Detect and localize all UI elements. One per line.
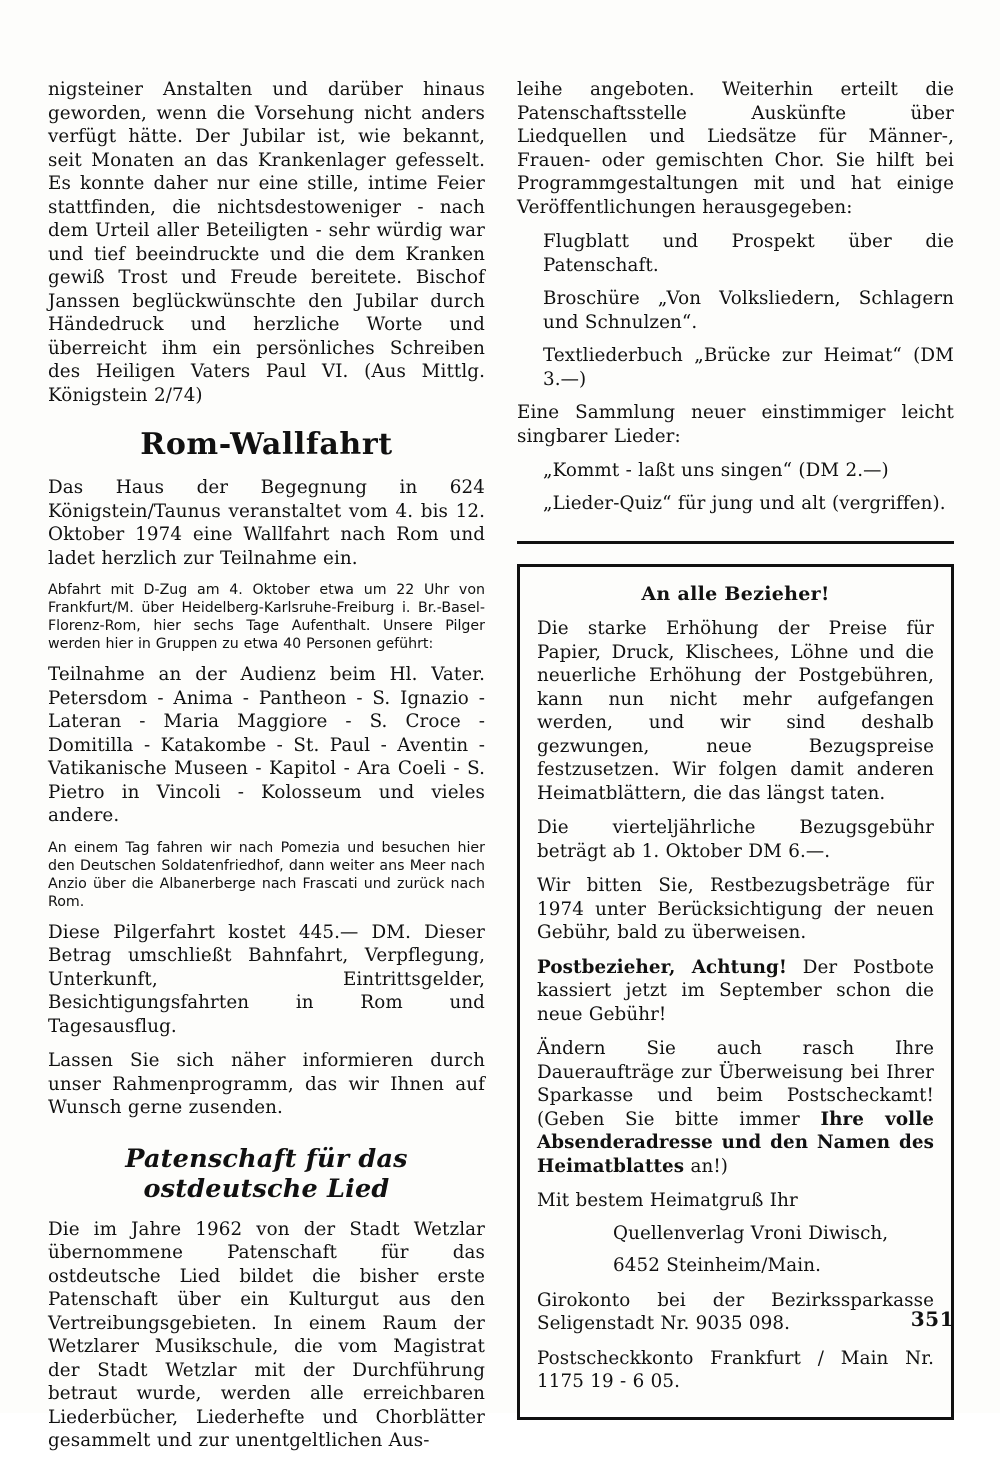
rom-wallfahrt-paragraph-1: Das Haus der Begegnung in 624 Königstein/Taunus veranstaltet vom 4. bis 12. Oktober 1974 eine Wallfahrt nach Rom und ladet herzlich zur Teilnahme ein. [48,477,485,569]
notice-dauerauftrag-text-a: Ändern Sie auch rasch Ihre Daueraufträge zur Überweisung bei Ihrer Sparkasse und beim Postscheckamt! (Geben Sie bitte immer [537,1038,934,1130]
notice-box-an-alle-bezieher [517,564,954,1420]
publication-item-lieder-quiz: „Lieder-Quiz“ für jung und alt (vergriffen). [543,492,946,514]
page-number: 351 [910,1307,954,1331]
notice-postscheckkonto: Postscheckkonto Frankfurt / Main Nr. 1175 19 - 6 05. [537,1347,934,1392]
notice-paragraph-2: Die vierteljährliche Bezugsgebühr beträgt ab 1. Oktober DM 6.—. [537,817,934,862]
patenschaft-paragraph-2: leihe angeboten. Weiterhin erteilt die Patenschaftsstelle Auskünfte über Liedquellen und Liedsätze für Männer-, Frauen- oder gemischten Chor. Sie hilft bei Programmgestaltungen mit und hat einige Veröffentlichungen herausgegeben: [517,79,954,218]
publication-item-broschuere: Broschüre „Von Volksliedern, Schlagern und Schnulzen“. [543,288,954,333]
article-heading-patenschaft: Patenschaft für das ostdeutsche Lied [125,1143,408,1204]
section-divider [517,541,954,544]
notice-paragraph-1: Die starke Erhöhung der Preise für Papier, Druck, Klischees, Löhne und die neuerliche Erhöhung der Postgebühren, kann nun nicht mehr aufgefangen werden, und wir sind deshalb gezwungen, neue Bezugspreise festzusetzen. Wir folgen damit anderen Heimatblättern, die das längst taten. [537,618,934,804]
publication-item-kommt-lasst-uns-singen: „Kommt - laßt uns singen“ (DM 2.—) [543,460,889,481]
paragraph-continuation: nigsteiner Anstalten und darüber hinaus geworden, wenn die Vorsehung nicht anders verfügt hätte. Der Jubilar ist, wie bekannt, seit Monaten an das Krankenlager gefesselt. Es konnte daher nur eine stille, intime Feier stattfinden, die nichtsdestoweniger - nach dem Urteil aller Beteiligten - sehr würdig war und tief beeindruckte und die dem Kranken gewiß Trost und Freude bereitete. Bischof Janssen beglückwünschte den Jubilar durch Händedruck und herzliche Worte und überreicht ihm ein persönliches Schreiben des Heiligen Vaters Paul VI. (Aus Mittlg. Königstein 2/74) [48,79,485,406]
right-column [517,78,954,1464]
notice-girokonto: Girokonto bei der Bezirkssparkasse Seligenstadt Nr. 9035 098. [537,1289,934,1334]
notice-absenderadresse-emphasis: Ihre volle Absenderadresse und den Namen des Heimatblattes [537,1108,934,1177]
two-column-layout [48,78,954,1464]
rom-wallfahrt-price: Diese Pilgerfahrt kostet 445.— DM. Dieser Betrag umschließt Bahnfahrt, Verpflegung, Unterkunft, Eintrittsgelder, Besichtigungsfahrten in Rom und Tagesausflug. [48,921,485,1037]
rom-wallfahrt-excursion-note: An einem Tag fahren wir nach Pomezia und besuchen hier den Deutschen Soldatenfriedhof, dann weiter ans Meer nach Anzio über die Albanerberge nach Frascati und zurück nach Rom. [48,839,485,910]
notice-dauerauftrag-text-b: an!) [684,1155,729,1177]
publication-item-textliederbuch: Textliederbuch „Brücke zur Heimat“ (DM 3.—) [543,345,954,390]
notice-signature-line-2: 6452 Steinheim/Main. [613,1255,822,1276]
notice-paragraph-5 [537,1037,934,1178]
notice-postbezieher-label: Postbezieher, Achtung! [537,956,787,978]
rom-wallfahrt-travel-details: Abfahrt mit D-Zug am 4. Oktober etwa um 22 Uhr von Frankfurt/M. über Heidelberg-Karlsruhe-Freiburg i. Br.-Basel-Florenz-Rom, hier sechs Tage Aufenthalt. Unsere Pilger werden hier in Gruppen zu etwa 40 Personen geführt: [48,582,485,653]
notice-greeting: Mit bestem Heimatgruß Ihr [537,1190,798,1211]
rom-wallfahrt-itinerary: Teilnahme an der Audienz beim Hl. Vater. Petersdom - Anima - Pantheon - S. Ignazio - Lateran - Maria Maggiore - S. Croce - Domitilla - Katakombe - St. Paul - Aventin - Vatikanische Museen - Kapitol - Ara Coeli - S. Pietro in Vincoli - Kolosseum und vieles andere. [48,664,485,827]
patenschaft-paragraph-1: Die im Jahre 1962 von der Stadt Wetzlar übernommene Patenschaft für das ostdeutsche Lied bildet die bisher erste Patenschaft über ein Kulturgut aus den Vertreibungsgebieten. In einem Raum der Wetzlarer Musikschule, die vom Magistrat der Stadt Wetzlar mit der Durchführung betraut wurde, werden alle erreichbaren Liederbücher, Liederhefte und Chorblätter gesammelt und zur unentgeltlichen Aus- [48,1218,485,1452]
publication-collection-intro: Eine Sammlung neuer einstimmiger leicht singbarer Lieder: [517,402,954,447]
notice-signature-line-1: Quellenverlag Vroni Diwisch, [613,1222,889,1244]
left-column [48,78,485,1464]
notice-postbezieher-text: Der Postbote kassiert jetzt im September schon die neue Gebühr! [537,956,934,1025]
publication-item-flugblatt: Flugblatt und Prospekt über die Patenschaft. [543,231,954,276]
notice-paragraph-3: Wir bitten Sie, Restbezugsbeträge für 1974 unter Berücksichtigung der neuen Gebühr, bald zu überweisen. [537,875,934,943]
article-heading-rom-wallfahrt: Rom-Wallfahrt [140,427,393,462]
notice-paragraph-4 [537,956,934,1027]
rom-wallfahrt-info-request: Lassen Sie sich näher informieren durch unser Rahmenprogramm, das wir Ihnen auf Wunsch gerne zusenden. [48,1050,485,1119]
notice-title: An alle Bezieher! [641,583,830,605]
